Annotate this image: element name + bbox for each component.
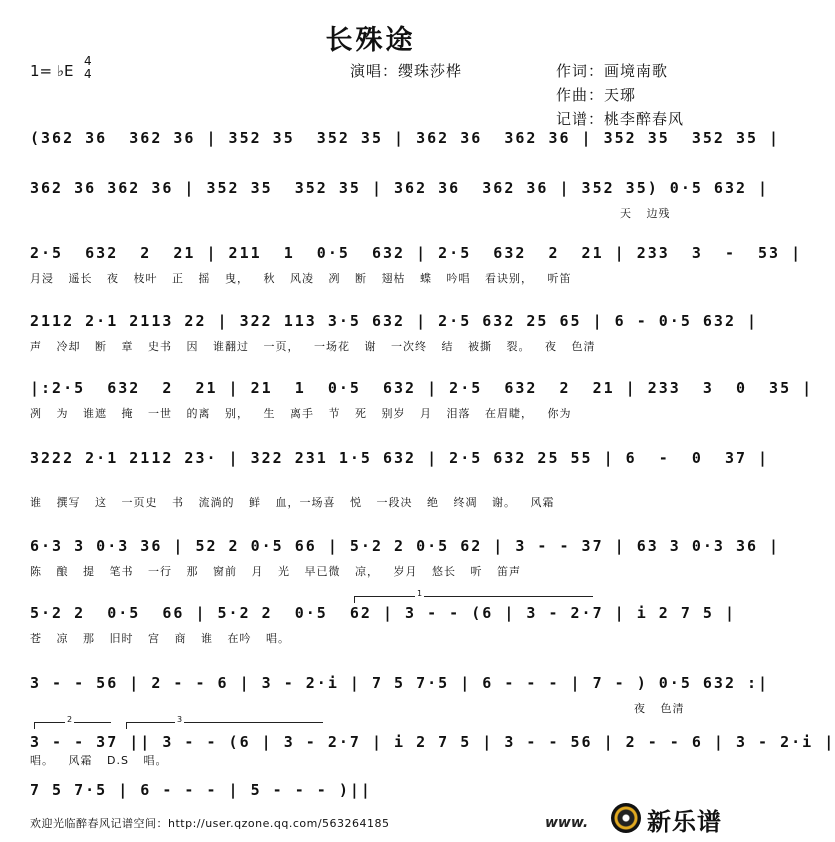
- lyrics-row-6: 谁 撰写 这 一页史 书 流淌的 鲜 血，一场喜 悦 一段决 绝 终凋 谢。 风霜: [30, 496, 555, 509]
- lyrics-row-7: 陈 酿 提 笔书 一行 那 窗前 月 光 早已微 凉， 岁月 悠长 听 笛声: [30, 565, 521, 578]
- footer-text: 欢迎光临醉春风记谱空间：http://user.qzone.qq.com/563264185: [30, 817, 390, 830]
- singer-credit: 演唱：缨珠莎桦: [350, 62, 463, 80]
- time-signature: [84, 55, 92, 81]
- lyrics-row-9: 夜 色清: [634, 702, 685, 715]
- lyrics-row-8: 苍 凉 那 旧时 宫 商 谁 在吟 唱。: [30, 632, 290, 645]
- notation-row-11: 7 5 7·5 | 6 - - - | 5 - - - )||: [30, 781, 372, 799]
- notation-row-6: 3222 2·1 2112 23· | 322 231 1·5 632 | 2·5 632 25 55 | 6 - 0 37 |: [30, 449, 770, 467]
- notation-row-1: (362 36 362 36 | 352 35 352 35 | 362 36 362 36 | 352 35 352 35 |: [30, 129, 781, 147]
- lyrics-row-4: 声 冷却 断 章 史书 因 谁翻过 一页， 一场花 谢 一次终 结 被撕 裂。 夜 色清: [30, 340, 596, 353]
- notation-row-9: 3 - - 56 | 2 - - 6 | 3 - 2·i | 7 5 7·5 | 6 - - - | 7 - ) 0·5 632 :|: [30, 674, 770, 692]
- notation-row-3: 2·5 632 2 21 | 211 1 0·5 632 | 2·5 632 2 21 | 233 3 - 53 |: [30, 244, 803, 262]
- notation-row-4: 2112 2·1 2113 22 | 322 113 3·5 632 | 2·5 632 25 65 | 6 - 0·5 632 |: [30, 312, 759, 330]
- transcriber-credit: 记谱：桃李醉春风: [556, 110, 685, 128]
- first-ending-bracket-2: 2: [34, 722, 111, 729]
- first-ending-bracket: 1: [354, 596, 593, 603]
- composer-credit: 作曲：天琊: [556, 86, 637, 104]
- notation-row-5: |:2·5 632 2 21 | 21 1 0·5 632 | 2·5 632 2 21 | 233 3 0 35 |: [30, 379, 814, 397]
- lyrics-row-3: 月浸 遥长 夜 枝叶 正 摇 曳， 秋 风凌 冽 断 翅枯 蝶 吟唱 看诀别， 听笛: [30, 272, 572, 285]
- notation-row-2: 362 36 362 36 | 352 35 352 35 | 362 36 362 36 | 352 35) 0·5 632 |: [30, 179, 770, 197]
- meter-top: 4: [84, 54, 92, 68]
- lyrics-row-2: 天 边残: [620, 207, 671, 220]
- lyricist-credit: 作词：画境南歌: [556, 62, 669, 80]
- meter-bottom: 4: [84, 67, 92, 81]
- second-ending-bracket: 3: [126, 722, 323, 729]
- notation-row-10: 3 - - 37 || 3 - - (6 | 3 - 2·7 | i 2 7 5 | 3 - - 56 | 2 - - 6 | 3 - 2·i |: [30, 733, 835, 751]
- logo-name: 新乐谱: [647, 808, 722, 836]
- logo-www: www.: [545, 815, 589, 831]
- notation-row-7: 6·3 3 0·3 36 | 52 2 0·5 66 | 5·2 2 0·5 62 | 3 - - 37 | 63 3 0·3 36 |: [30, 537, 781, 555]
- notation-row-8: 5·2 2 0·5 66 | 5·2 2 0·5 62 | 3 - - (6 | 3 - 2·7 | i 2 7 5 |: [30, 604, 736, 622]
- song-title: 长殊途: [325, 25, 416, 56]
- lyrics-row-5: 冽 为 谁遮 掩 一世 的离 别， 生 离手 节 死 别岁 月 泪落 在眉睫， 你为: [30, 407, 572, 420]
- lyrics-row-10: 唱。 风霜 D.S 唱。: [30, 754, 168, 767]
- vinyl-disc-icon: [611, 803, 641, 833]
- key-signature: 1= ♭E: [30, 62, 74, 80]
